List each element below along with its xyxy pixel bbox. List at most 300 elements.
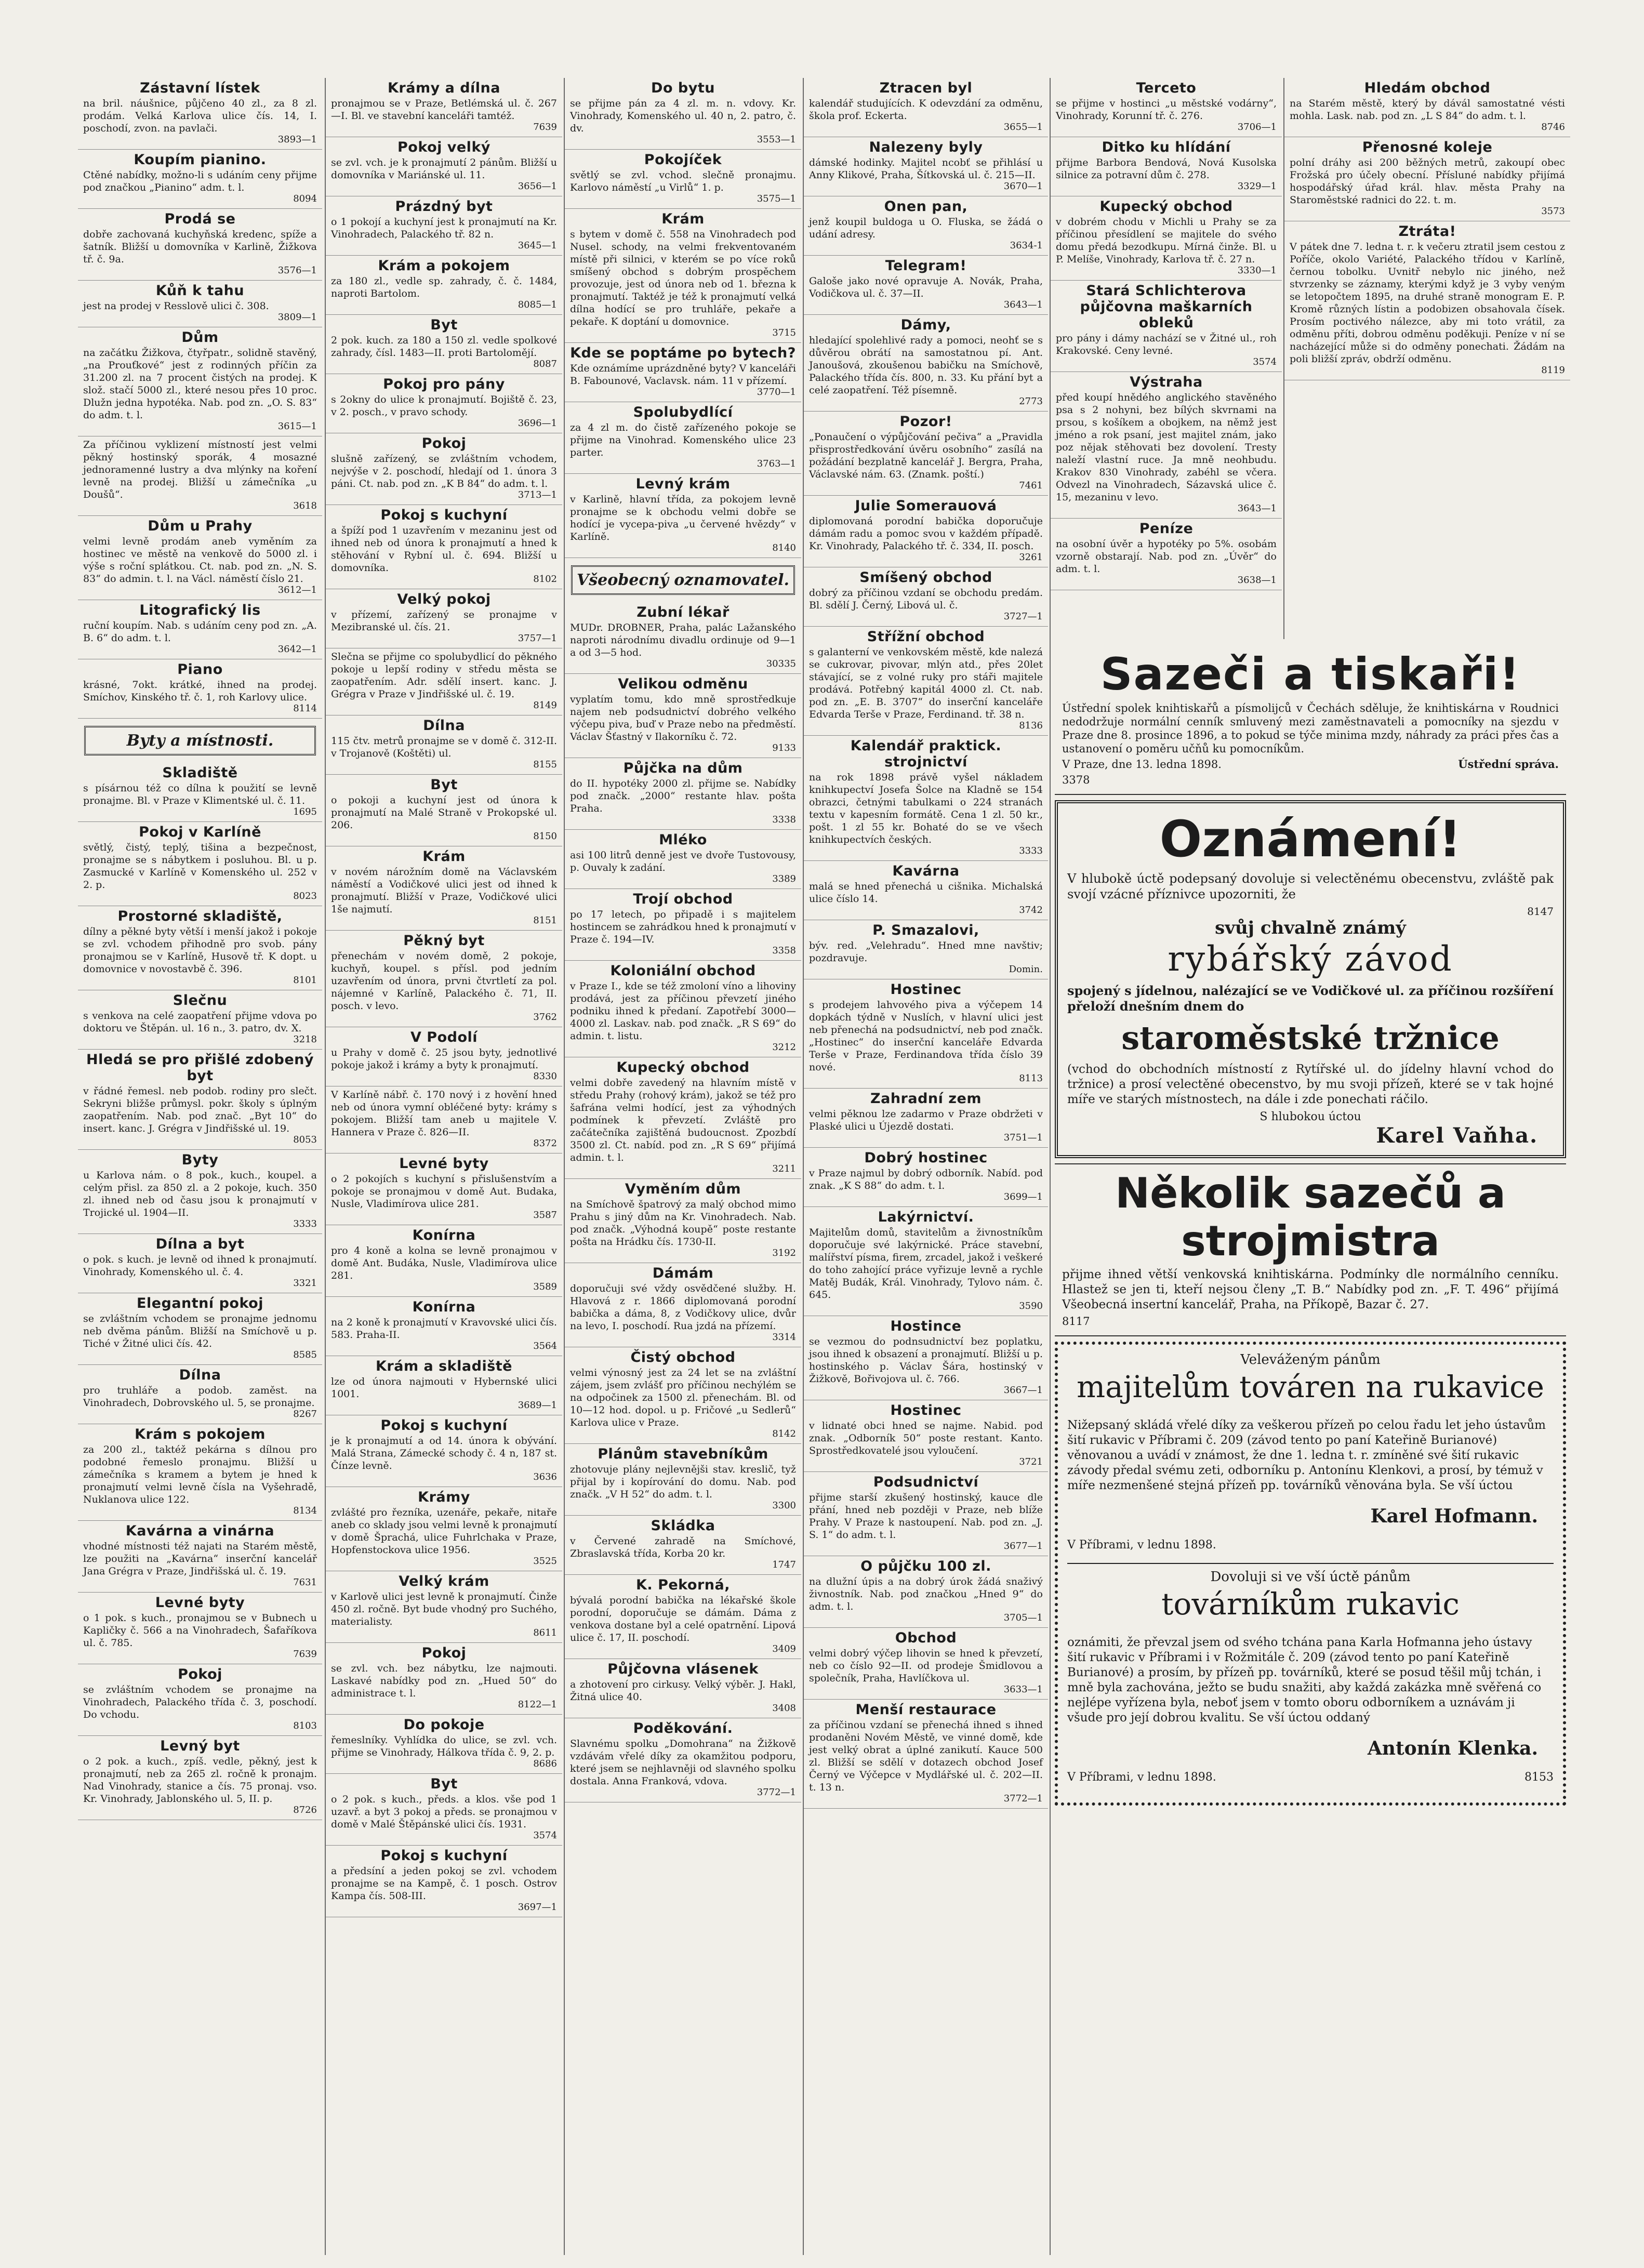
ad-reference-number: 8155 <box>533 759 557 770</box>
ad-reference-number: 8094 <box>293 193 317 204</box>
ad-heading: Krámy a dílna <box>388 80 500 96</box>
ad-text: přijme Barbora Bendová, Nová Kusolska silnice za potravní dům č. 278. <box>1056 157 1280 181</box>
ad-text: a špíží pod 1 uzavřením v mezaninu jest od ihned neb od února k pronajmutí a hned k stěhování v Rybní ul. č. 694. Bližší u domovníka. <box>331 525 561 574</box>
ad-reference-number: 3333 <box>1019 845 1043 856</box>
ad-reference-number: 3590 <box>1019 1301 1043 1311</box>
ad-text: světlý se zvl. vchod. slečně pronajmu. Karlovo náměstí „u Virlů“ 1. p. <box>570 169 800 193</box>
ad-heading: Prázdný byt <box>395 198 493 215</box>
classified-ad <box>565 343 801 402</box>
classified-ad <box>804 1207 1048 1316</box>
sazeci-place: V Praze, dne 13. ledna 1898. <box>1062 758 1222 771</box>
ad-heading: Plánům stavebníkům <box>598 1446 768 1462</box>
classified-ad <box>326 775 562 846</box>
classified-ad <box>804 567 1048 627</box>
classified-ad <box>1284 137 1570 221</box>
ad-reference-number: 8114 <box>293 703 317 714</box>
ad-text: slušně zařízený, se zvláštním vchodem, nejvýše v 2. poschodí, hledají od 1. února 3 páni. Ct. nab. pod zn. „K B 84“ do adm. t. l. <box>331 453 561 489</box>
classified-ad <box>804 861 1048 920</box>
sazeci-sign: Ústřední správa. <box>1458 758 1559 771</box>
classified-ad <box>565 1179 801 1263</box>
classified-ad <box>1284 78 1570 137</box>
ad-reference-number: 3409 <box>772 1643 796 1654</box>
sazecu-text: přijme ihned větší venkovská knihtiskárna. Podmínky dle normálního cenníku. Hlastež se jen ti, kteří nejsou členy „T. B.“ Nabídky pod zn. „F. T. 496“ přijímá Všeobecná insertní kancelář, Praha, na Příkopě, Bazar č. 27. <box>1062 1268 1559 1311</box>
ad-reference-number: 8746 <box>1541 122 1565 132</box>
ad-reference-number: 3656—1 <box>518 181 557 192</box>
ad-reference-number: 8136 <box>1019 720 1043 731</box>
column-2 <box>325 78 562 2255</box>
ad-heading: Do pokoje <box>403 1717 485 1733</box>
oznameni-ref: 8147 <box>1527 905 1554 918</box>
oznameni-text-2: spojený s jídelnou, nalézající se ve Vodičkové ul. za příčinou rozšíření přeloží dnešním dnem do <box>1067 983 1554 1014</box>
ad-reference-number: 3643—1 <box>1237 503 1277 514</box>
ad-reference-number: 3330—1 <box>1237 265 1277 276</box>
classified-ad <box>78 1664 322 1736</box>
section-heading: Všeobecný oznamovatel. <box>571 565 795 595</box>
classified-ad <box>565 602 801 674</box>
ad-heading: Kavárna <box>892 863 960 879</box>
ad-heading: Hostinec <box>890 982 962 998</box>
ad-reference-number: 3358 <box>772 945 796 956</box>
classified-ad <box>804 1316 1048 1400</box>
ad-heading: Krám <box>661 211 705 227</box>
ad-text: pro 4 koně a kolna se levně pronajmou v domě Ant. Budáka, Nusle, Vladimírova ulice 281. <box>331 1245 561 1281</box>
ad-reference-number: 3615—1 <box>277 421 317 432</box>
classified-ad <box>326 1086 562 1153</box>
classified-ad <box>78 659 322 719</box>
classified-ad <box>1284 221 1570 380</box>
ad-heading: Byt <box>430 777 458 793</box>
ad-text: bývalá porodní babička na lékařské škole porodní, doporučuje se dámám. Dáma z venkova dostane byl a celé opatrnění. Lipová ulice č. 17, II. poschodí. <box>570 1595 800 1643</box>
ad-heading: Pokoj <box>421 435 467 452</box>
ad-heading: Prostorné skladiště, <box>117 908 283 924</box>
ad-text: je k pronajmutí a od 14. února k obývání. Malá Strana, Zámecké schody č. 4 n, 187 st. Čínze levně. <box>331 1435 561 1471</box>
tovaren2-text: oznámiti, že převzal jsem od svého tchána pana Karla Hofmanna jeho ústavy šití rukavic v Příbrami i v Rožmitále č. 209 (závod tento po paní Kateřině Burianové) a prosím, by přízeň pp. továrníků, které se posud těšil můj tchán, i mně byla zachována, ježto se budu snažiti, aby každá zakázka mně svěřená co nejlépe vyřízena byla, neboť jsem v tomto oboru odborníkem a uznávám ji všude pro její dobrou kvalitu. Se vší úctou oddaný <box>1067 1636 1542 1725</box>
classified-ad <box>804 1400 1048 1472</box>
classified-ad <box>1051 196 1282 281</box>
ad-heading: Slečnu <box>173 992 228 1009</box>
ad-text: býv. red. „Velehradu“. Hned mne navštiv; pozdravuje. <box>809 940 1046 964</box>
ad-reference-number: 3762 <box>533 1012 557 1023</box>
classified-ad <box>326 1153 562 1225</box>
ad-heading: Koloniální obchod <box>610 963 756 979</box>
classified-ad <box>804 1089 1048 1148</box>
ad-reference-number: 3689—1 <box>518 1400 557 1411</box>
ad-text: na rok 1898 právě vyšel nákladem knihkupectví Josefa Šolce na Kladně se 154 obrazci, četnými tabulkami o 224 stranách textu v kapesním formátě. Cena 1 zl. 50 kr., pošt. 1 zl 55 kr. Bohaté do se ve všech knihkupectvích českých. <box>809 772 1046 845</box>
ad-reference-number: 8611 <box>533 1627 557 1638</box>
ad-heading: Prodá se <box>164 211 236 227</box>
column-1 <box>78 78 322 2255</box>
ad-heading: Skladiště <box>162 765 238 781</box>
ad-text: Ctěné nabídky, možno-li s udáním ceny přijme pod značkou „Pianino“ adm. t. l. <box>83 169 321 193</box>
ad-reference-number: 3553—1 <box>757 134 796 145</box>
ad-reference-number: 8102 <box>533 574 557 585</box>
ad-text: velmi levně prodám aneb vyměním za hostinec ve městě na venkově do 5000 zl. i výše s roční splátkou. Ct. nab. pod zn. „N. S. 83“ do admin. t. l. na Václ. náměstí číslo 21. <box>83 536 321 585</box>
ad-text: jenž koupil buldoga u O. Fluska, se žádá o udání adresy. <box>809 216 1046 240</box>
ad-heading: Byt <box>430 317 458 333</box>
ad-text: doporučuji své vždy osvědčené služby. H. Hlavová z r. 1866 diplomovaná porodní babička a dáma, 8, z Vodičkovy ulice, dvůr na levo, I. poschodí. Rua jzdá na přízemí. <box>570 1283 800 1332</box>
ad-heading: Onen pan, <box>884 198 968 215</box>
ad-reference-number: 3211 <box>772 1163 796 1174</box>
ad-heading: Elegantní pokoj <box>137 1295 263 1311</box>
ad-reference-number: 3192 <box>772 1248 796 1258</box>
classified-ad <box>78 1050 322 1150</box>
ad-text: lze od února najmouti v Hybernské ulici 1001. <box>331 1376 561 1400</box>
ad-reference-number: 2773 <box>1019 396 1043 407</box>
sazeci-notice <box>1055 644 1566 795</box>
ad-text: diplomovaná porodní babička doporučuje dámám radu a pomoc svou v každém případě. Kr. Vinohrady, Palackého tř. č. 334, II. posch. <box>809 515 1046 552</box>
ad-text: dobře zachovaná kuchyňská kredenc, spíže a šatník. Bližší u domovníka v Karlině, Žižkova tř. č. 9a. <box>83 229 321 265</box>
ad-heading: Velký krám <box>399 1573 489 1589</box>
ad-text: Za příčinou vyklizení místností jest velmi pěkný hostinský sporák, 4 mosazné jednoramenné lustry a dva mlýnky na koření levně na prodej. Bližší u zámečníka „u Doušů“. <box>83 439 321 500</box>
ad-reference-number: 8085—1 <box>518 299 557 310</box>
classified-ad <box>565 1444 801 1516</box>
classified-ad <box>804 1148 1048 1207</box>
classified-ad <box>78 436 322 516</box>
ad-reference-number: 3618 <box>293 500 317 511</box>
ad-reference-number: Domin. <box>1009 964 1043 975</box>
classified-ad <box>565 1718 801 1802</box>
ad-heading: Pokoj v Karlíně <box>139 824 261 840</box>
ad-reference-number: 3261 <box>1019 552 1043 563</box>
ad-heading: Litografický lis <box>139 602 261 618</box>
ad-heading: Mléko <box>659 832 707 848</box>
ad-text: u Karlova nám. o 8 pok., kuch., koupel. a celým přisl. za 850 zl. a 2 pokoje, kuch. 350 zl. ihned neb od času jsou k pronajmutí v Trojické ul. 1904—II. <box>83 1170 321 1218</box>
ad-text: pronajmou se v Praze, Betlémská ul. č. 267—I. Bl. ve stavební kanceláři tamtéž. <box>331 98 557 122</box>
ad-heading: Peníze <box>1139 521 1194 537</box>
ad-reference-number: 7631 <box>293 1577 317 1588</box>
oznameni-sub: svůj chvalně známý <box>1215 918 1406 938</box>
ad-heading: Konírna <box>412 1227 476 1243</box>
ad-heading: Střížní obchod <box>867 629 985 645</box>
ad-reference-number: 3721 <box>1019 1456 1043 1467</box>
classified-ad <box>326 648 562 715</box>
oznameni-sign-pre: S hlubokou úctou <box>1259 1110 1361 1123</box>
ad-text: v Karlově ulici jest levně k pronajmutí. Činže 450 zl. ročně. Byt bude vhodný pro Suchého, materialisty. <box>331 1591 561 1627</box>
ad-reference-number: 8372 <box>533 1138 557 1149</box>
ad-reference-number: 8726 <box>293 1805 317 1815</box>
ad-heading: Pokoj s kuchyní <box>380 1417 508 1434</box>
ad-heading: Levné byty <box>155 1595 245 1611</box>
ad-text: a zhotovení pro cirkusy. Velký výběr. J. Hakl, Žitná ulice 40. <box>570 1679 800 1703</box>
classified-ad <box>1051 78 1282 137</box>
classified-ad <box>565 78 801 150</box>
ad-heading: Obchod <box>895 1630 957 1646</box>
ad-heading: Zubní lékař <box>637 604 730 620</box>
ad-text: se vezmou do podnsudnictví bez poplatku, jsou ihned k obsazení a pronajmutí. Bližší u p. hostinského p. Václav Šára, hostinský v Žižkově, Bořivojova ul. č. 766. <box>809 1336 1046 1385</box>
ad-text: za 180 zl., vedle sp. zahrady, č. č. 1484, naproti Bartolom. <box>331 275 561 299</box>
classified-ad <box>804 736 1048 861</box>
classified-ad <box>565 474 801 558</box>
ad-heading: Kůň k tahu <box>155 283 245 299</box>
classified-ad <box>326 931 562 1027</box>
classified-ad <box>326 256 562 315</box>
ad-text: na bril. náušnice, půjčeno 40 zl., za 8 zl. prodám. Velká Karlova ulice čís. 14, I. poschodí, zvon. na pavlači. <box>83 98 321 134</box>
ad-reference-number: 8023 <box>293 891 317 901</box>
ad-heading: Spolubydlící <box>633 404 733 420</box>
ad-heading: Hostinec <box>890 1402 962 1418</box>
classified-ad <box>78 822 322 906</box>
ad-text: s prodejem lahvového piva a výčepem 14 dopkách týdně v Nuslích, v hlavní ulici jest neb přenechá na podsudnictví, neb pod značk. „Hostinec“ do inserční kanceláře Edvarda Terše v Praze, Ferdinandova třída číslo 39 nové. <box>809 999 1046 1073</box>
ad-text: polní dráhy asi 200 běžných metrů, zakoupí obec Frožská pro účely obecní. Přísluné nabídky přijímá hospodářský úřad král. hlav. města Prahy na Staroměstské radnici do 22. t. m. <box>1290 157 1569 206</box>
ad-text: se zvl. vch. je k pronajmutí 2 pánům. Bližší u domovníka v Mariánské ul. 11. <box>331 157 561 181</box>
classified-ad <box>326 78 562 137</box>
classified-ad <box>565 1263 801 1347</box>
ad-heading: Konírna <box>412 1299 476 1315</box>
ad-heading: Půjčka na dům <box>623 760 743 776</box>
classified-ad <box>326 137 562 196</box>
classified-ad <box>1051 519 1282 590</box>
ad-reference-number: 30335 <box>766 658 796 669</box>
ad-text: o 1 pok. s kuch., pronajmou se v Bubnech u Kapličky č. 566 a na Vinohradech, Šafaříkova ul. č. 785. <box>83 1612 321 1649</box>
ad-reference-number: 8267 <box>293 1409 317 1420</box>
classified-ad <box>565 1575 801 1659</box>
ad-text: velmi pěknou lze zadarmo v Praze obdržeti v Plaské ulici u Újezdě dostati. <box>809 1108 1046 1132</box>
classified-ad <box>565 758 801 830</box>
classified-ad <box>326 1027 562 1086</box>
ad-heading: Půjčovna vlásenek <box>607 1661 759 1677</box>
ad-reference-number: 8585 <box>293 1349 317 1360</box>
oznameni-title: Oznámení! <box>1159 810 1462 868</box>
classified-ad <box>78 1234 322 1293</box>
ad-text: jest na prodej v Resslově ulici č. 308. <box>83 300 269 312</box>
ad-reference-number: 3321 <box>293 1278 317 1289</box>
ad-heading: Čistý obchod <box>630 1349 736 1365</box>
ad-reference-number: 3638—1 <box>1237 575 1277 586</box>
ad-heading: Zahradní zem <box>870 1091 982 1107</box>
ad-reference-number: 3677—1 <box>1003 1541 1043 1551</box>
ad-reference-number: 8142 <box>772 1428 796 1439</box>
ad-heading: Ztráta! <box>1398 223 1456 240</box>
ad-reference-number: 3633—1 <box>1003 1684 1043 1695</box>
classified-ad <box>326 589 562 648</box>
ad-heading: Ztracen byl <box>879 80 973 96</box>
ad-reference-number: 3300 <box>772 1500 796 1511</box>
classified-ad <box>78 1593 322 1664</box>
section-heading: Byty a místnosti. <box>84 726 316 755</box>
ad-text: pro truhláře a podob. zaměst. na Vinohradech, Dobrovského ul. 5, se pronajme. <box>83 1385 321 1409</box>
ad-reference-number: 8053 <box>293 1134 317 1145</box>
ad-heading: Kavárna a vinárna <box>125 1523 275 1539</box>
ad-reference-number: 3634-1 <box>1010 240 1043 251</box>
ad-heading: Pokoj <box>178 1666 222 1682</box>
ad-reference-number: 7639 <box>533 122 557 132</box>
ad-text: na Smíchově špatrový za malý obchod mimo Prahu s jiný dům na Kr. Vinohradech. Nab. pod značk. „Výhodná koupě“ poste restante pošta na Hrádku čís. 1730-II. <box>570 1199 800 1248</box>
classified-ad <box>78 990 322 1050</box>
classified-ad <box>78 1521 322 1593</box>
ad-text: a předsíní a jeden pokoj se zvl. vchodem pronajme se na Kampě, č. 1 posch. Ostrov Kampa čís. 508-III. <box>331 1865 561 1902</box>
ad-heading: Pokoj velký <box>397 139 490 155</box>
ad-text: v Červené zahradě na Smíchové, Zbraslavská třída, Korba 20 kr. <box>570 1535 800 1559</box>
classified-ad <box>78 516 322 600</box>
classified-ad <box>326 374 562 433</box>
ad-heading: Byt <box>430 1776 458 1792</box>
ad-text: v Karlině, hlavní třída, za pokojem levně pronajme se k obchodu velmi dobře se hodící je vycepa-piva „u červené hvězdy“ v Karlíně. <box>570 494 800 542</box>
classified-ad <box>326 1715 562 1774</box>
classified-ad <box>78 1736 322 1820</box>
ad-heading: Pokoj s kuchyní <box>380 507 508 523</box>
ad-text: Kde oznámíme uprázdněné byty? V kanceláři B. Fabounové, Vaclavsk. nám. 11 v přízemí. <box>570 363 800 387</box>
ad-text: vyplatím tomu, kdo mně sprostředkuje najem neb podsudnictví dobrého velkého výčepu piva, buď v Praze nebo na předměstí. Václav Šťastný v Ilakorníku č. 72. <box>570 694 800 742</box>
ad-reference-number: 8087 <box>533 359 557 369</box>
ad-text: na Starém městě, který by dávál samostatné vésti mohla. Lask. nab. pod zn. „L S 84“ do adm. t. l. <box>1290 98 1569 122</box>
ad-reference-number: 3573 <box>1541 206 1565 217</box>
classified-ad <box>804 315 1048 412</box>
ad-text: přijme starší zkušený hostinský, kauce dle přání, hned neb později v Praze, neb blíže Prahy. V Praze k nastoupení. Nab. pod zn. „J. S. 1“ do adm. t. l. <box>809 1492 1046 1541</box>
ad-text: za příčinou vzdaní se přenechá ihned s ihned prodaněni Novém Městě, ve vinné domě, kde jest velký obrat a úplné zanikutí. Kauce 500 zl. Bližší se sdělí v dotazech obchod Josef Černý ve Výčepce v Mydlářské ul. č. 202—II. t. 13 n. <box>809 1719 1046 1793</box>
ad-text: 115 čtv. metrů pronajme se v domě č. 312-II. v Trojanově (Koštěti) ul. <box>331 735 561 759</box>
ad-text: V pátek dne 7. ledna t. r. k večeru ztratil jsem cestou z Poříče, okolo Variété, Palackého třídou v Karlíně, černou tobolku. Uvnitř nebylo nic jiného, než stvrzenky se záznamy, kterými když je 3 vyby veným se letopočtem 1895, na druhé straně monogram E. P. Kromě různých lístin a podobizen obsahovala čísek. Prosím poctivého nálezce, aby mi toto vrátil, za odměnu příti, dobrou odměnu poděkuji. Peníze v ní se nacházející může si do odměny ponechati. Žádám na poli bližší zpráv, obdrží odměnu. <box>1290 241 1569 365</box>
ad-heading: Kupecký obchod <box>1099 198 1233 215</box>
ad-text: se zvl. vch. bez nábytku, lze najmouti. Laskavé nabídky pod zn. „Hued 50“ do administrace t. l. <box>331 1663 561 1699</box>
ad-text: se zvláštním vchodem se pronajme jednomu neb dvěma pánům. Bližší na Smíchově u p. Tiché v Žitné ulici čís. 42. <box>83 1313 321 1349</box>
ad-heading: Pokoj <box>421 1645 467 1661</box>
classified-ad <box>804 920 1048 979</box>
ad-heading: Dílna <box>179 1367 221 1383</box>
ad-heading: Julie Somerauová <box>855 498 997 514</box>
column-3 <box>564 78 801 2255</box>
ad-text: v řádné řemesl. neb podob. rodiny pro slečt. Sekryni bližše průmysl. pokr. školy s úplným zaopatřením. Nab. pod znač. „Byt 10“ do insert. kanc. J. Grégra v Jindřišské ul. 19. <box>83 1085 321 1134</box>
ad-reference-number: 3333 <box>293 1218 317 1229</box>
classified-ad <box>565 150 801 209</box>
ad-heading: Dílna <box>423 718 465 734</box>
classified-ad <box>804 1556 1048 1628</box>
ad-text: asi 100 litrů denně jest ve dvoře Tustovousy, p. Ouvaly k zadání. <box>570 850 800 873</box>
ad-heading: Dámy, <box>900 317 951 333</box>
ad-reference-number: 3575—1 <box>757 193 796 204</box>
ad-text: se přijme pán za 4 zl. m. n. vdovy. Kr. Vinohrady, Komenského ul. 40 n, 2. patro, č. dv. <box>570 98 800 134</box>
ad-heading: Skládka <box>651 1518 715 1534</box>
ad-heading: Menší restaurace <box>855 1702 997 1718</box>
classified-ad <box>326 1415 562 1487</box>
ad-heading: Do bytu <box>651 80 715 96</box>
classified-ad <box>78 600 322 659</box>
ad-heading: O půjčku 100 zl. <box>860 1558 991 1574</box>
ad-text: před koupí hnědého anglického stavěného psa s 2 nohyni, bez bílých skvrnami na prsou, s košíkem a obojkem, na němž jest jméno a rok psaní, jest majitel znám, jako poz nějak stěhovati bez dovolení. Tresty naleží vlastní ruce. Ja mně neohbudu. Krakov 830 Vinohrady, zabéhl se včera. Odvezl na Vinohradech, Sázavská ulice č. 15, mezaninu v levo. <box>1056 392 1280 503</box>
oznameni-big: rybářský závod <box>1168 939 1453 979</box>
ad-reference-number: 8686 <box>533 1758 557 1769</box>
ad-heading: Krám a pokojem <box>378 258 510 274</box>
sazecu-title: Několik sazečů a strojmistra <box>1115 1169 1506 1265</box>
ad-reference-number: 3742 <box>1019 905 1043 916</box>
tovaren-head: Veleváženým pánům <box>1240 1352 1381 1368</box>
ad-heading: Nalezeny byly <box>869 139 983 155</box>
ad-heading: Kupecký obchod <box>616 1059 750 1076</box>
ad-reference-number: 8330 <box>533 1071 557 1082</box>
ad-reference-number: 3525 <box>533 1556 557 1567</box>
ad-reference-number: 8113 <box>1019 1073 1043 1084</box>
ad-text: o pok. s kuch. je levně od ihned k pronajmutí. Vinohrady, Komenského ul. č. 4. <box>83 1254 321 1278</box>
ad-heading: Vyměním dům <box>625 1181 741 1197</box>
classified-ad <box>804 256 1048 315</box>
ad-heading: Smíšený obchod <box>859 569 992 586</box>
ad-text: v přízemí, zařízený se pronajme v Mezibranské ul. čís. 21. <box>331 609 561 633</box>
classified-ad <box>78 1424 322 1521</box>
oznameni-text: V hlubokě úctě podepsaný dovoluje si velectěnému obecenstvu, zvláště pak svojí vzácné příznivce upozorniti, že <box>1067 871 1554 901</box>
column-6-ads <box>1284 78 1570 380</box>
classified-ad <box>78 281 322 327</box>
wide-notices <box>1050 639 1570 2255</box>
ad-heading: Velký pokoj <box>397 591 491 607</box>
ad-text: o 1 pokojí a kuchyní jest k pronajmutí na Kr. Vinohradech, Palackého tř. 82 n. <box>331 216 561 240</box>
ad-text: v lidnaté obci hned se najme. Nabid. pod znak. „Odborník 50“ poste restant. Kanto. Sprostředkovatelé jsou vyloučení. <box>809 1420 1046 1456</box>
ad-heading: Krám <box>422 848 466 865</box>
ad-reference-number: 3576—1 <box>277 265 317 276</box>
classified-ad <box>78 209 322 281</box>
classified-ad <box>565 209 801 343</box>
ad-text: dámské hodinky. Majitel ncobť se přihlásí u Anny Klikové, Praha, Šítkovská ul. č. 215—II. <box>809 157 1046 181</box>
ad-text: za 4 zl m. do čistě zařízeného pokoje se přijme na Vinohrad. Komenského ulice 23 parter. <box>570 422 800 458</box>
ad-reference-number: 8150 <box>533 831 557 842</box>
ad-heading: Stará Schlichterova půjčovna maškarních obleků <box>1080 283 1253 331</box>
ad-text: krásné, 7okt. krátké, ihned na prodej. Smíchov, Kinského tř. č. 1, roh Karlovy ulice. <box>83 679 321 703</box>
sazeci-text: Ústřední spolek knihtiskařů a písmolijců v Čechách sděluje, že knihtiskárna v Roudnici nedodržuje normální cenník smluvený mezi zaměstnavateli a pomocníky na sjezdu v Praze dne 8. prosince 1896, a to pokud se týče minima mzdy, náhrady za práci přes čas a ustanovení o poměru učňů ku pomocníkům. <box>1062 702 1559 755</box>
ad-heading: Výstraha <box>1130 374 1203 390</box>
ad-reference-number: 8103 <box>293 1720 317 1731</box>
ad-reference-number: 3772—1 <box>1003 1793 1043 1804</box>
classified-ad <box>326 1571 562 1643</box>
ad-text: zvlášté pro řezníka, uzenáře, pekaře, nitaře aneb co sklady jsou velmi levně k pronajmutí v domě Šprachá, ulice Fuhrlchaka v Praze, Hopfenstockova ulice 1956. <box>331 1507 561 1556</box>
classified-ad <box>326 196 562 256</box>
column-4 <box>803 78 1048 2255</box>
ad-text: vhodné místnosti též najati na Starém městě, lze použiti na „Kavárna“ inserční kancelář Jana Grégra v Praze, Jindřišská ul. č. 19. <box>83 1541 321 1577</box>
ad-reference-number: 3212 <box>772 1042 796 1053</box>
ad-heading: Přenosné koleje <box>1362 139 1493 155</box>
classified-ad <box>326 715 562 775</box>
ad-reference-number: 3218 <box>293 1034 317 1045</box>
classified-ad <box>565 1659 801 1718</box>
ad-text: s 2okny do ulice k pronajmutí. Bojiště č. 23, v 2. posch., v pravo schody. <box>331 394 561 418</box>
oznameni-box <box>1055 800 1566 1158</box>
ad-heading: Zástavní lístek <box>140 80 260 96</box>
ad-reference-number: 3574 <box>1253 356 1277 367</box>
tovaren2-ref: 8153 <box>1524 1771 1554 1784</box>
classified-ad <box>565 1057 801 1179</box>
ad-reference-number: 3705—1 <box>1003 1612 1043 1623</box>
classified-ad <box>78 78 322 150</box>
classified-ad <box>565 402 801 474</box>
classified-ad <box>326 1643 562 1715</box>
ad-heading: Dámám <box>652 1265 714 1281</box>
ad-reference-number: 3655—1 <box>1003 122 1043 132</box>
ad-heading: Hledá se pro přišlé zdobený byt <box>86 1052 314 1084</box>
ad-text: se zvláštním vchodem se pronajme na Vinohradech, Palackého třída č. 3, poschodí. Do vchodu. <box>83 1684 321 1720</box>
ad-text: dobrý za příčinou vzdaní se obchodu predám. Bl. sdělí J. Černý, Libová ul. č. <box>809 587 1046 611</box>
classified-ad <box>326 1487 562 1571</box>
ad-heading: Kalendář praktick. strojnictví <box>850 738 1002 770</box>
ad-reference-number: 1747 <box>772 1559 796 1570</box>
ad-reference-number: 3338 <box>772 814 796 825</box>
ad-text: v Praze I., kde se též zmoloní víno a lihoviny prodává, jest za příčinou převzetí jiného podniku ihned k předaní. Zapotřebí 3000—4000 zl. Laskav. nab. pod značk. „R S 69“ do admin. t. listu. <box>570 980 800 1042</box>
ad-text: s písárnou též co dílna k použití se levně pronajme. Bl. v Praze v Klimentské ul. č. 11. <box>83 782 321 806</box>
classified-ad <box>565 1347 801 1444</box>
oznameni-big-2: staroměstské tržnice <box>1121 1019 1500 1057</box>
ad-reference-number: 3636 <box>533 1471 557 1482</box>
ad-reference-number: 3564 <box>533 1341 557 1351</box>
ad-heading: Levné byty <box>399 1156 489 1172</box>
tovaren2-title: továrníkům rukavic <box>1161 1586 1460 1622</box>
ad-heading: Piano <box>177 661 223 678</box>
ad-text: v Praze najmul by dobrý odborník. Nabíd. pod znak. „K S 88“ do adm. t. l. <box>809 1168 1046 1191</box>
ad-text: u Prahy v domě č. 25 jsou byty, jednotlivé pokoje jakož i krámy a byty k pronajmutí. <box>331 1047 561 1071</box>
classified-ad <box>78 1293 322 1365</box>
ad-text: MUDr. DROBNER, Praha, palác Lažanského naproti národnímu divadlu ordinuje od 9—1 a od 3—5 hod. <box>570 622 800 658</box>
ad-reference-number: 3314 <box>772 1332 796 1343</box>
tovaren-box <box>1055 1342 1566 1806</box>
ad-heading: Krámy <box>418 1489 470 1505</box>
ad-text: s galanterní ve venkovském městě, kde nalezá se cukrovar, pivovar, mlýn atd., přes 20let stávající, se z volné ruky pro stáři majitele prodává. Potřebný kapitál 4000 zl. Ct. nab. pod zn. „E. B. 3707“ do inserční kanceláře Edvarda Terše v Praze, Ferdinand. tř. 38 n. <box>809 646 1046 720</box>
sazeci-title: Sazeči a tiskaři! <box>1100 648 1521 700</box>
ad-heading: Pokoj s kuchyní <box>380 1848 508 1864</box>
